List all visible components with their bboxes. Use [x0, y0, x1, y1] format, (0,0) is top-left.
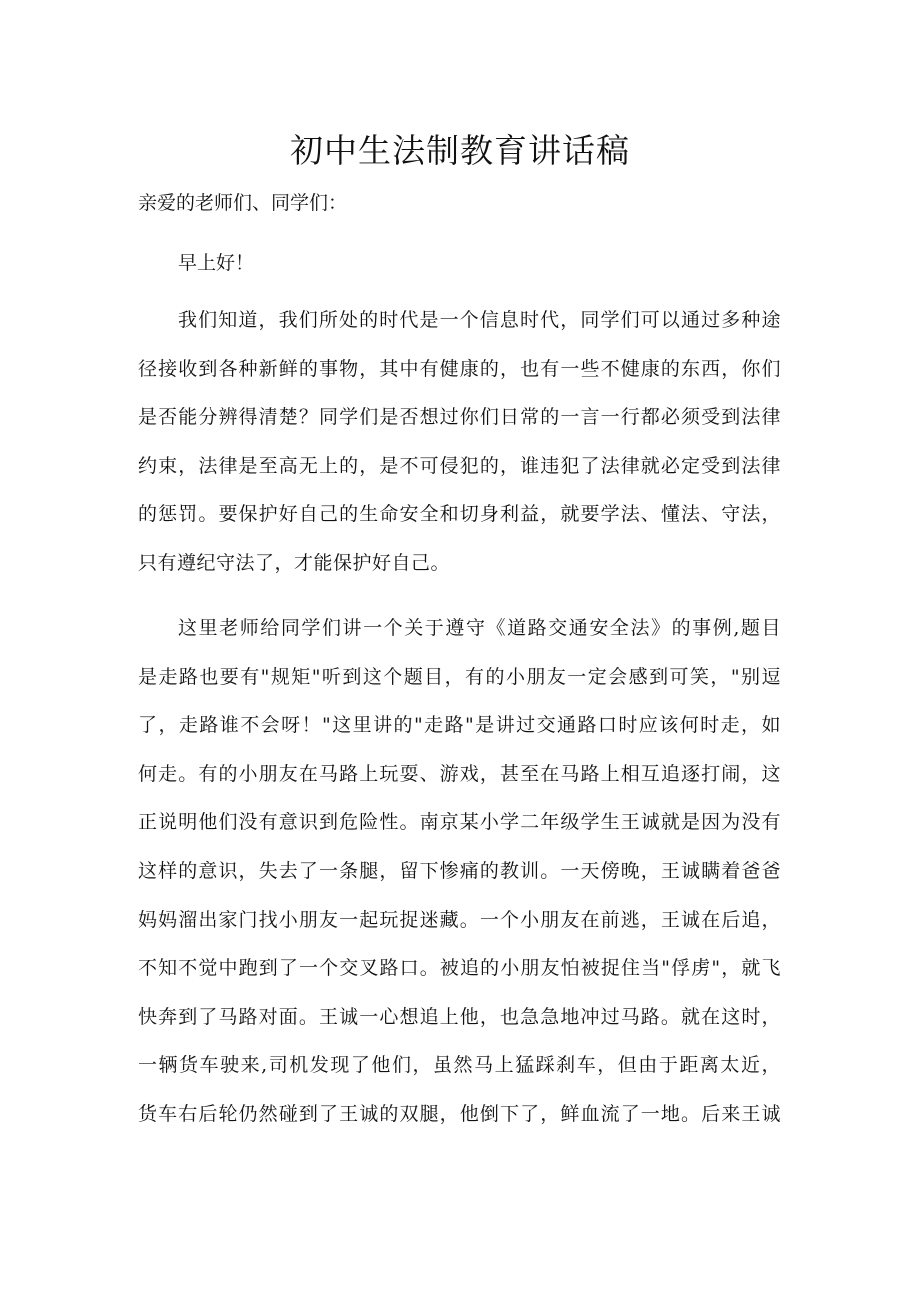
- paragraph-line: 快奔到了马路对面。王诚一心想追上他，也急急地冲过马路。就在这时，: [138, 1005, 781, 1028]
- paragraph-line: 这里老师给同学们讲一个关于遵守《道路交通安全法》的事例,题目: [178, 617, 781, 639]
- paragraph-line: 妈妈溜出家门找小朋友一起玩捉迷藏。一个小朋友在前逃，王诚在后追，: [138, 908, 781, 931]
- salutation: 亲爱的老师们、同学们：: [138, 192, 348, 214]
- paragraph-line: 约束，法律是至高无上的，是不可侵犯的，谁违犯了法律就必定受到法律: [138, 454, 781, 477]
- paragraph-line: 是走路也要有"规矩"听到这个题目，有的小朋友一定会感到可笑，"别逗: [138, 665, 781, 688]
- document-title: 初中生法制教育讲话稿: [290, 131, 630, 170]
- paragraph-line: 这样的意识，失去了一条腿，留下惨痛的教训。一天傍晚，王诚瞒着爸爸: [138, 859, 781, 882]
- paragraph-line: 我们知道，我们所处的时代是一个信息时代，同学们可以通过多种途: [178, 309, 781, 331]
- paragraph-line: 只有遵纪守法了，才能保护好自己。: [138, 551, 451, 574]
- paragraph-line: 何走。有的小朋友在马路上玩耍、游戏，甚至在马路上相互追逐打闹，这: [138, 762, 781, 785]
- paragraph-line: 货车右后轮仍然碰到了王诚的双腿，他倒下了，鲜血流了一地。后来王诚: [138, 1102, 781, 1125]
- paragraph-line: 是否能分辨得清楚？同学们是否想过你们日常的一言一行都必须受到法律: [138, 406, 781, 429]
- paragraph-line: 径接收到各种新鲜的事物，其中有健康的，也有一些不健康的东西，你们: [138, 357, 781, 380]
- paragraph-line: 正说明他们没有意识到危险性。南京某小学二年级学生王诚就是因为没有: [138, 811, 781, 834]
- paragraph-line: 的惩罚。要保护好自己的生命安全和切身利益，就要学法、懂法、守法，: [138, 503, 781, 526]
- paragraph-line: 了，走路谁不会呀！"这里讲的"走路"是讲过交通路口时应该何时走，如: [138, 714, 781, 737]
- paragraph-2: [138, 604, 781, 1139]
- greeting: 早上好！: [178, 252, 255, 274]
- paragraph-1: [138, 296, 781, 588]
- paragraph-line: 不知不觉中跑到了一个交叉路口。被追的小朋友怕被捉住当"俘虏"，就飞: [138, 957, 781, 980]
- paragraph-line: 一辆货车驶来,司机发现了他们，虽然马上猛踩刹车，但由于距离太近，: [138, 1054, 781, 1077]
